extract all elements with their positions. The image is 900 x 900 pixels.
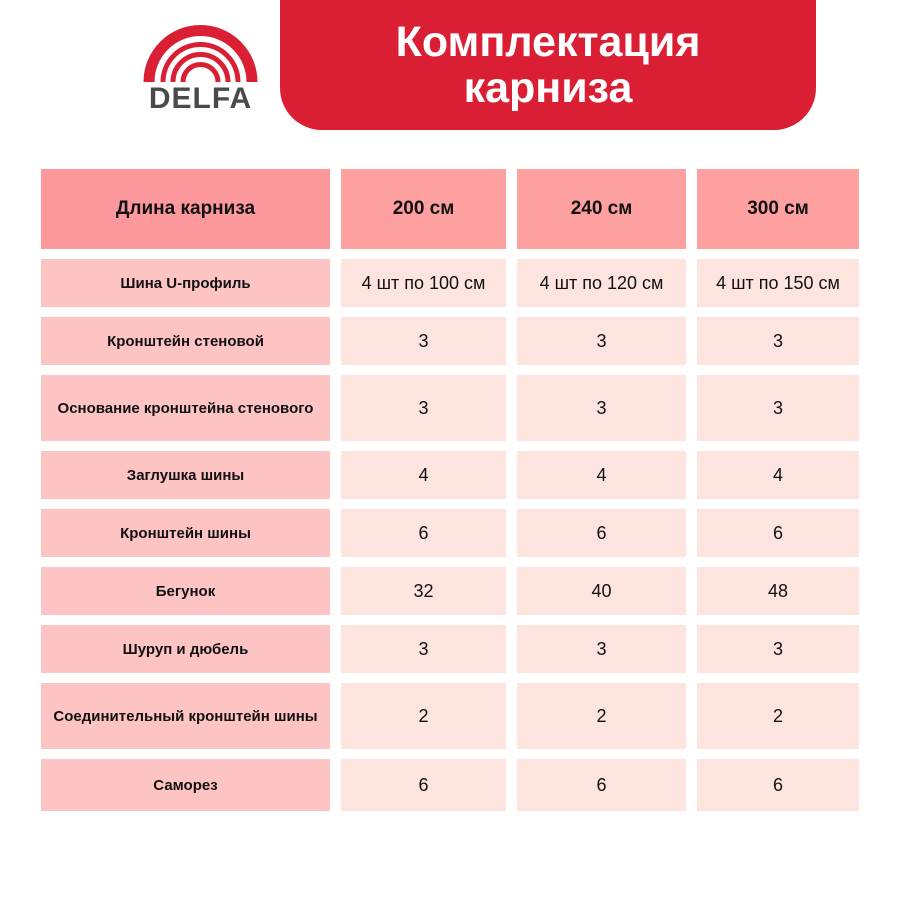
row-label: Саморез xyxy=(41,759,330,811)
row-value: 6 xyxy=(517,759,686,811)
header-cell-300: 300 см xyxy=(697,169,859,249)
row-value: 3 xyxy=(697,375,859,441)
row-value: 2 xyxy=(697,683,859,749)
row-label: Шина U-профиль xyxy=(41,259,330,307)
row-value: 6 xyxy=(341,759,506,811)
table-row xyxy=(41,259,859,307)
row-value: 4 xyxy=(341,451,506,499)
row-value: 3 xyxy=(517,317,686,365)
row-value: 3 xyxy=(517,375,686,441)
row-value: 40 xyxy=(517,567,686,615)
row-value: 3 xyxy=(341,625,506,673)
row-value: 4 xyxy=(697,451,859,499)
row-value: 6 xyxy=(697,759,859,811)
row-value: 6 xyxy=(697,509,859,557)
header-cell-200: 200 см xyxy=(341,169,506,249)
row-label: Соединительный кронштейн шины xyxy=(41,683,330,749)
row-value: 3 xyxy=(517,625,686,673)
table-row xyxy=(41,317,859,365)
row-value: 48 xyxy=(697,567,859,615)
row-label: Шуруп и дюбель xyxy=(41,625,330,673)
title-banner xyxy=(280,0,816,130)
brand-name: DELFA xyxy=(148,82,253,115)
table-row xyxy=(41,625,859,673)
row-value: 2 xyxy=(341,683,506,749)
table-row xyxy=(41,451,859,499)
page-title: Комплектация карниза xyxy=(395,18,701,112)
row-value: 4 шт по 100 см xyxy=(341,259,506,307)
row-label: Кронштейн шины xyxy=(41,509,330,557)
row-value: 4 шт по 120 см xyxy=(517,259,686,307)
row-value: 4 шт по 150 см xyxy=(697,259,859,307)
header-cell-240: 240 см xyxy=(517,169,686,249)
row-value: 6 xyxy=(517,509,686,557)
row-value: 4 xyxy=(517,451,686,499)
rainbow-arcs-icon xyxy=(143,10,258,82)
row-value: 3 xyxy=(341,375,506,441)
row-label: Кронштейн стеновой xyxy=(41,317,330,365)
row-value: 6 xyxy=(341,509,506,557)
brand-logo xyxy=(143,10,258,115)
table-row xyxy=(41,683,859,749)
row-label: Основание кронштейна стенового xyxy=(41,375,330,441)
table-row xyxy=(41,509,859,557)
specs-table xyxy=(41,169,859,811)
row-label: Заглушка шины xyxy=(41,451,330,499)
row-value: 3 xyxy=(341,317,506,365)
row-label: Бегунок xyxy=(41,567,330,615)
row-value: 2 xyxy=(517,683,686,749)
row-value: 32 xyxy=(341,567,506,615)
table-row xyxy=(41,375,859,441)
table-row xyxy=(41,567,859,615)
header-cell-length: Длина карниза xyxy=(41,169,330,249)
table-header-row xyxy=(41,169,859,249)
row-value: 3 xyxy=(697,625,859,673)
row-value: 3 xyxy=(697,317,859,365)
table-row xyxy=(41,759,859,811)
